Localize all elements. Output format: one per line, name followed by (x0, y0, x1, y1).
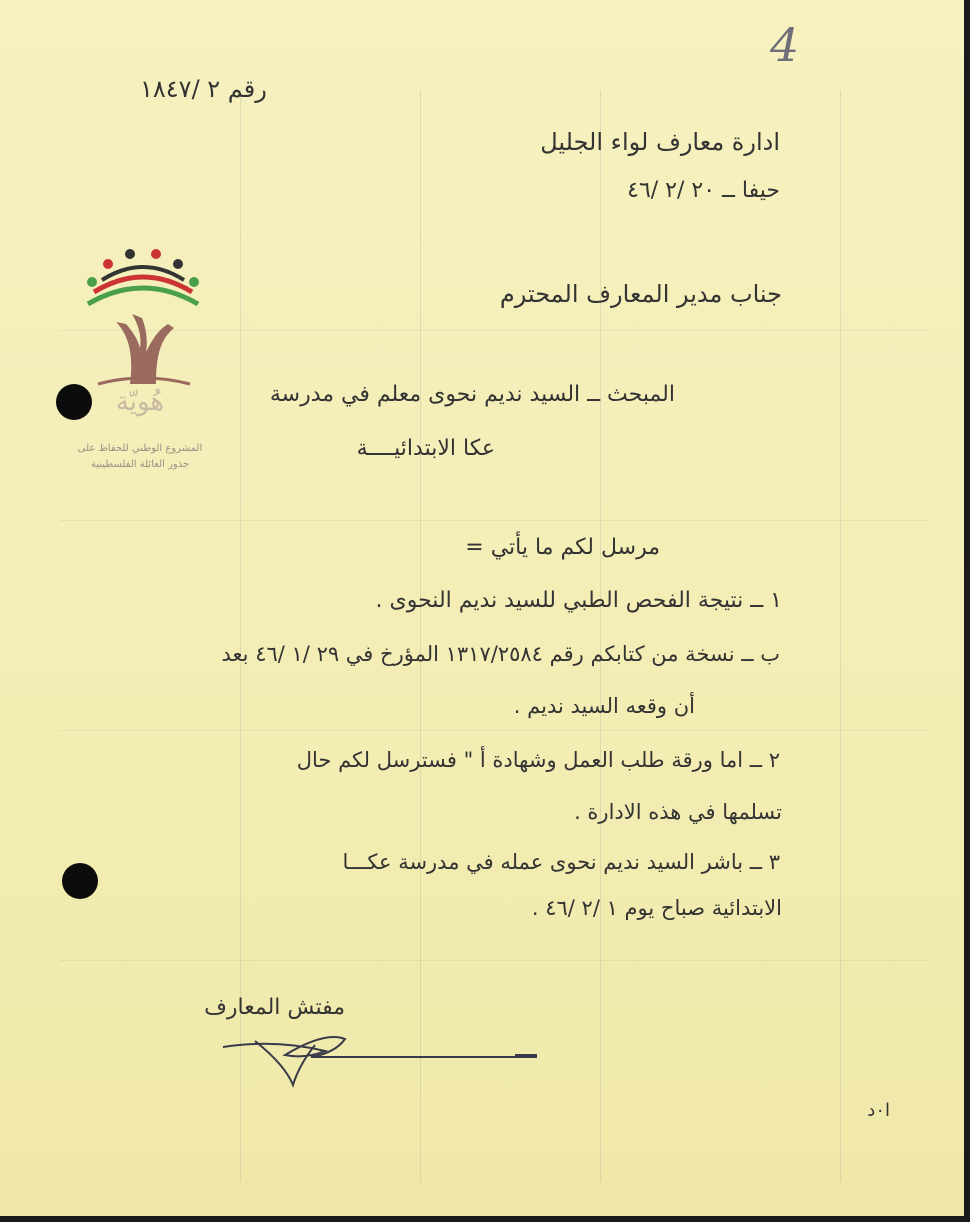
grid-line (420, 90, 421, 1182)
watermark-subtitle: جذور العائلة الفلسطينية (90, 459, 190, 470)
grid-line (600, 90, 601, 1182)
scan-edge (0, 1216, 970, 1222)
punch-hole (62, 863, 98, 899)
signature-title: مفتش المعارف (204, 995, 345, 1020)
list-item: أن وقعه السيد نديم . (513, 694, 695, 718)
office-name: ادارة معارف لواء الجليل (540, 128, 780, 156)
grid-line (840, 90, 841, 1182)
subject-line: عكا الابتدائيــــة (356, 436, 495, 461)
list-item: ٢ ــ اما ورقة طلب العمل وشهادة أ " فسترسل لكم حال (296, 748, 780, 772)
body-intro: مرسل لكم ما يأتي = (465, 535, 660, 560)
list-item: الابتدائية صباح يوم ١ /٢ /٤٦ . (531, 896, 782, 920)
addressee: جناب مدير المعارف المحترم (499, 280, 782, 308)
handwritten-signature (215, 1025, 545, 1090)
grid-line (60, 730, 930, 731)
grid-line (60, 960, 930, 961)
watermark-word: هُويّة (115, 387, 165, 417)
place-date: حيفا ــ ٢٠ /٢ /٤٦ (627, 178, 780, 203)
grid-line (60, 520, 930, 521)
watermark-subtitle: المشروع الوطني للحفاظ على (77, 443, 203, 454)
list-item: ٣ ــ باشر السيد نديم نحوى عمله في مدرسة عكـــا (342, 850, 780, 874)
subject-line: المبحث ــ السيد نديم نحوى معلم في مدرسة (269, 382, 675, 407)
tree-logo-icon (78, 244, 208, 389)
reference-number: رقم ٢ /١٨٤٧ (140, 75, 267, 103)
scan-edge (964, 0, 970, 1222)
list-item: ١ ــ نتيجة الفحص الطبي للسيد نديم النحوى . (375, 588, 782, 613)
typist-initials: ا٠د (867, 1100, 890, 1121)
list-item: ب ــ نسخة من كتابكم رقم ١٣١٧/٢٥٨٤ المؤرخ في ٢٩ /١ /٤٦ بعد (221, 642, 780, 666)
page-number: 4 (770, 18, 800, 72)
list-item: تسلمها في هذه الادارة . (574, 800, 782, 824)
